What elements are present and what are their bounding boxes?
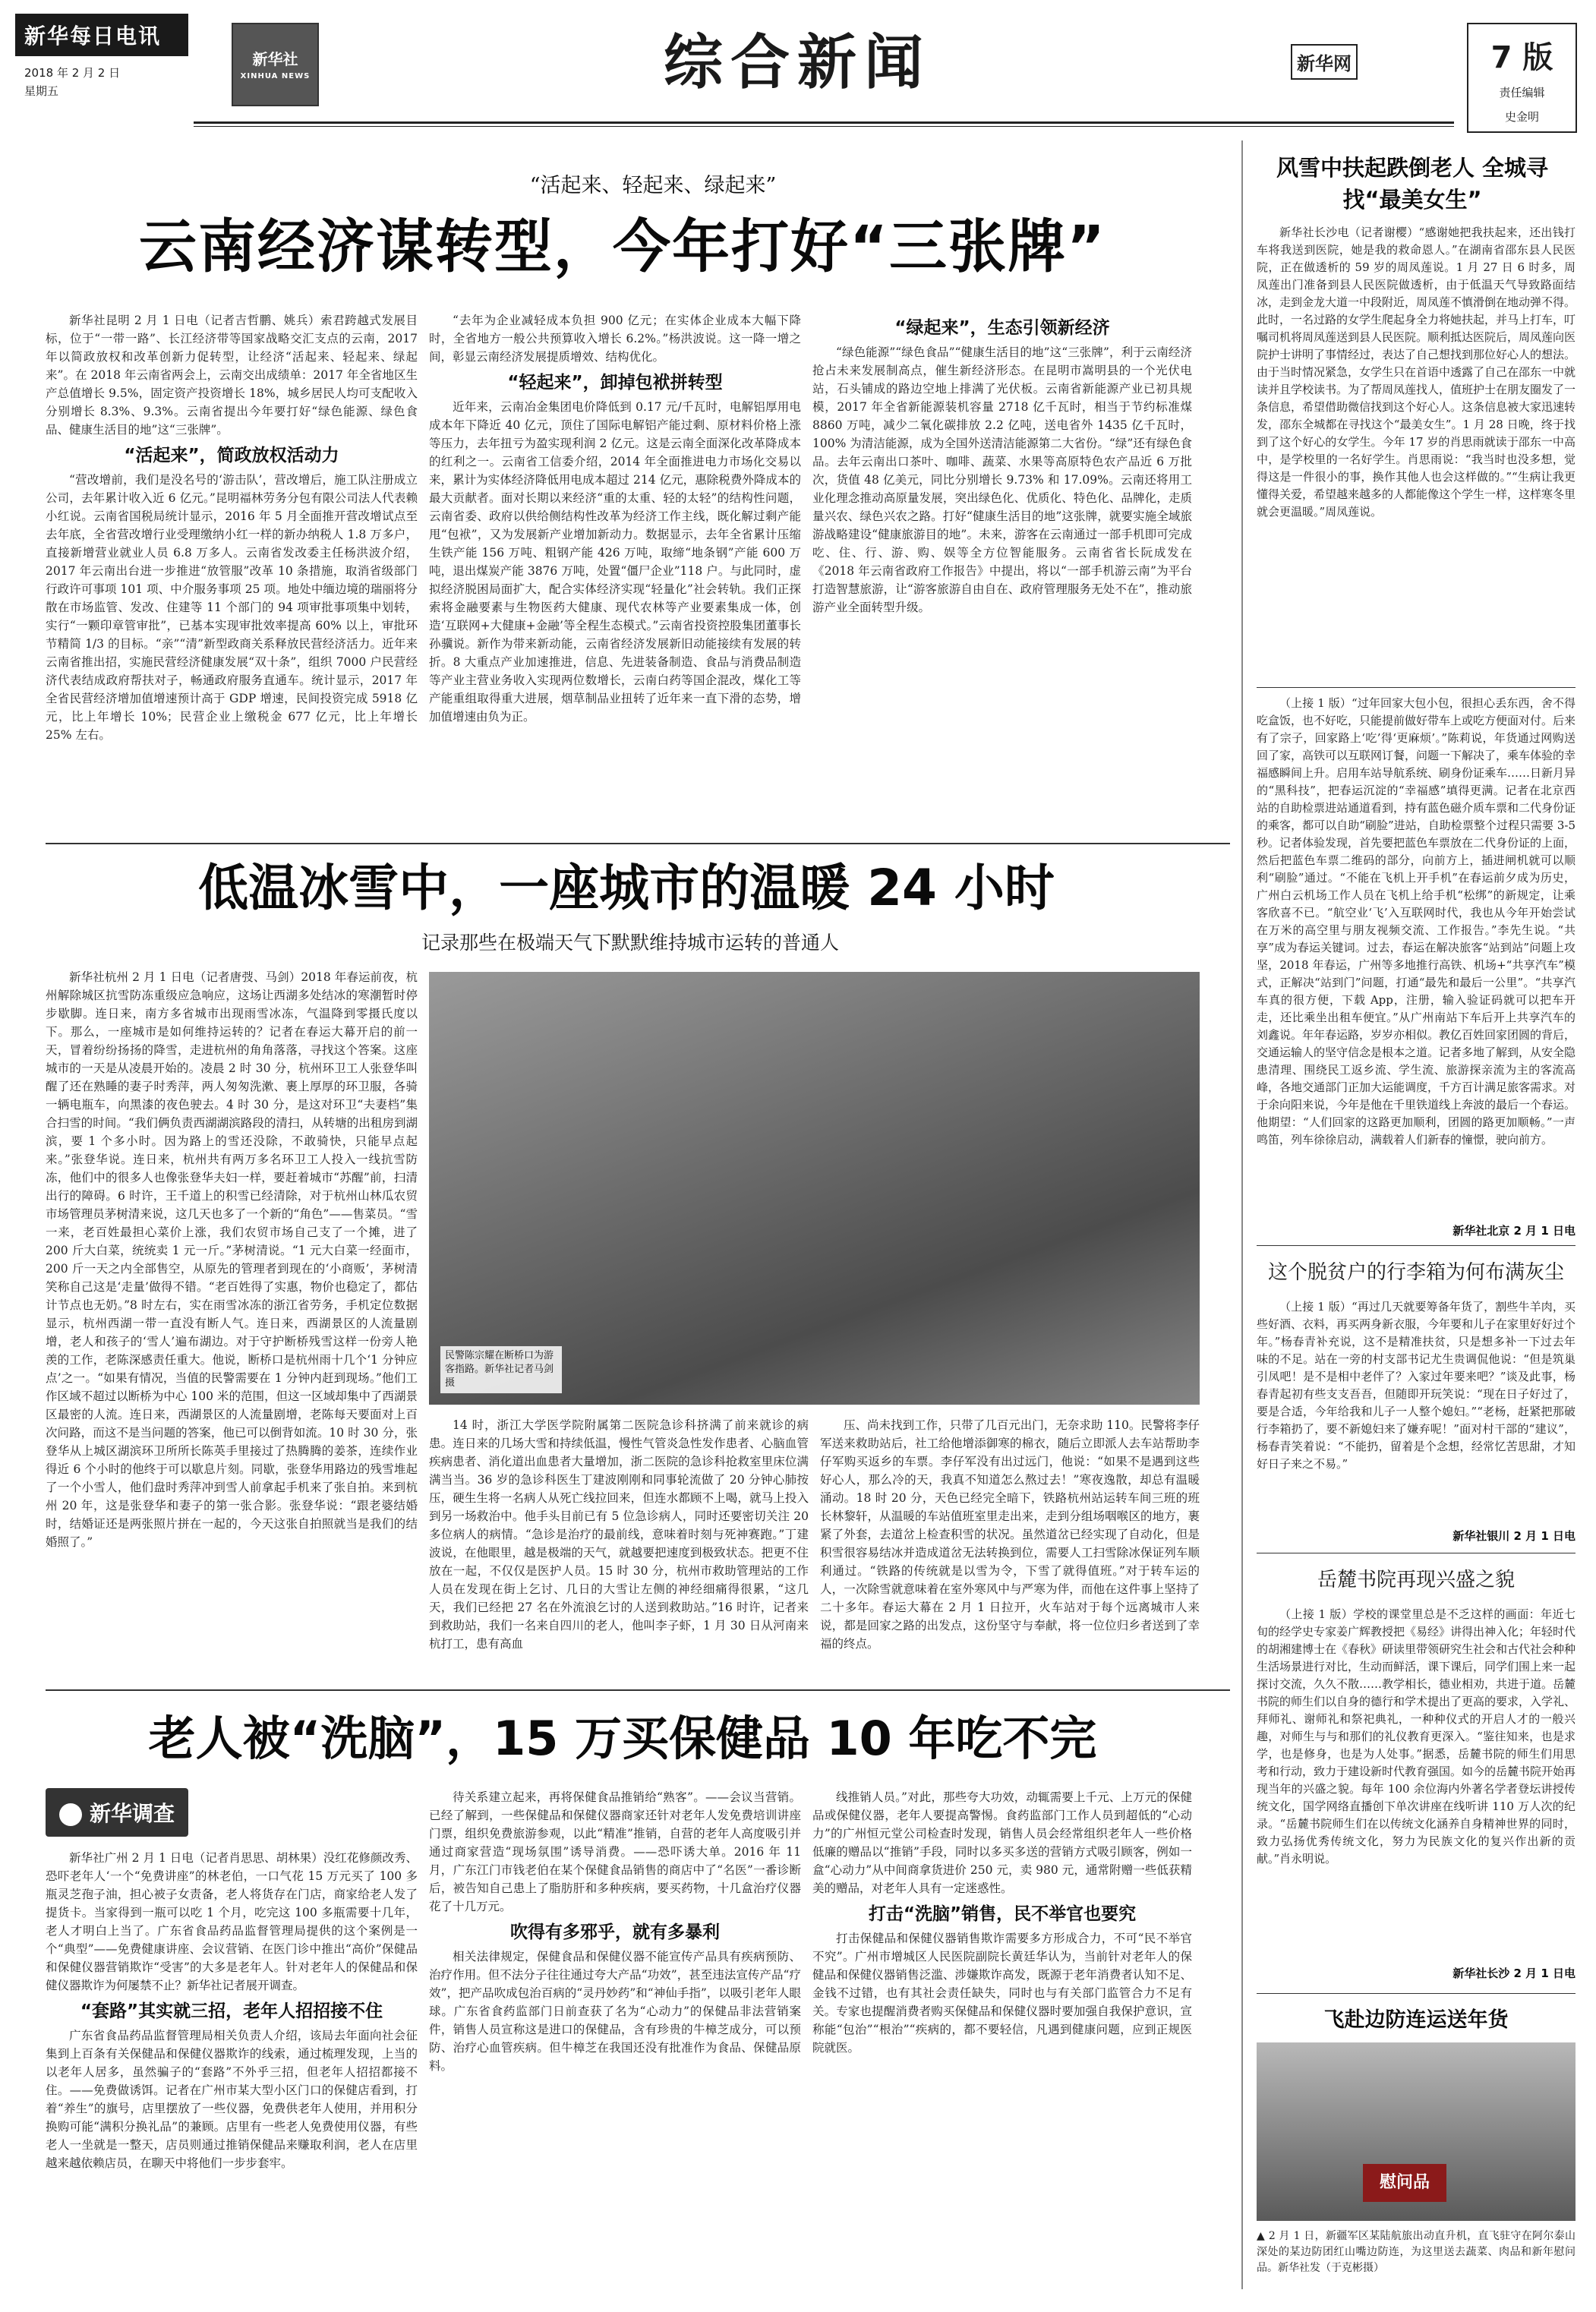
xinhua-logo-icon — [232, 23, 319, 106]
xinhua-badge-icon — [59, 1803, 82, 1826]
xinhua-survey-label: 新华调查 — [90, 1801, 175, 1826]
issue-date-text: 2018 年 2 月 2 日 — [24, 66, 121, 80]
hangzhou-col-3 — [820, 1416, 1200, 1682]
helicopter-photo — [1257, 2042, 1575, 2221]
right-a2-text: （上接 1 版）“过年回家大包小包，很担心丢东西，舍不得吃盒饭，也不好吃，只能提前做好带车上或吃方便面对付。后来有了宗子，回家路上‘吃’得‘更麻烦’。”陈莉说，年货通过网购送回了家，高铁可以互联网订餐，问题一下解决了，乘车体验的幸福感瞬间上升。启用车站导航系统、刷身份证乘车……日新月异的“黑科技”，把春运沉淀的“幸福感”填得更满。记者在北京西站的自助检票进站通道看到，持有蓝色磁介质车票和二代身份证的乘客，都可以自助“刷脸”进站，自助检票整个过程只需要 3-5 秒。记者体验发现，首先要把蓝色车票放在二代身份证的上面，然后把蓝色车票二维码的部分，向前方上，插进闸机就可以顺利“刷脸”通过。“不能在飞机上开手机”在春运前夕成为历史，广州白云机场工作人员在飞机上给手机“松绑”的新规定，让乘客欣喜不已。“航空业‘飞’入互联网时代，我也从今年开始尝试在万米的高空里与朋友视频交流、工作报告。”李先生说。“共享”成为春运关键词。过去，春运在解决旅客“站到站”问题上攻坚，2018 年春运，广州等多地推行高铁、机场+“共享汽车”模式，正解决“站到门”问题，打通“最先和最后一公里”。“共享汽车真的很方便，下载 App，注册，输入验证码就可以把车开走，还比乘坐出租车便宜。”从广州南站下车后开上共享汽车的刘鑫说。年年春运路，岁岁亦相似。教亿百姓回家团圆的背后，交通运输人的坚守信念是根本之道。记者多地了解到，从安全隐患清理、围绕民工返乡流、学生流、旅游探亲流为主的客流高峰，各地交通部门正加大运能调度，千方百计满足旅客需求。对于余向阳来说，今年是他在千里铁道线上奔波的最后一个春运。他期望：“人们回家的这路更加顺利，团圆的路更加顺畅。”一声鸣笛，列车徐徐启动，满载着人们新春的憧憬，驶向前方。 — [1257, 696, 1575, 1147]
masthead-left — [15, 14, 188, 128]
hangzhou-col-2-body: 14 时，浙江大学医学院附属第二医院急诊科挤满了前来就诊的病患。连日来的几场大雪和持续低温，慢性气管炎急性发作患者、心脑血管疾病患者、消化道出血患者大量增加，浙二医院的急诊科抢救室里床位满满当当。36 岁的急诊科医生丁建波刚刚和同事轮流做了 20 分钟心肺按压，硬生生将一名病人从死亡线拉回来，但连水都顾不上喝，就马上投入到另一场救治中。他手头目前已有 5 位急诊病人，同时还要密切关注 20 多位病人的病情。“急诊是治疗的最前线，意味着时刻与死神赛跑。”丁建波说，在他眼里，越是极端的天气，就越要把速度到极致状态。把更不住放在一起，不仅仅是医护人员。15 时 30 分，杭州市救助管理站的工作人员在发现在街上乞讨、几日的大雪让左侧的神经细痛得很累，“这几天，我们已经把 27 名在外流浪乞讨的人送到救助站。”16 时许，记者来到救助站，我们一名来自四川的老人，他叫李子虾，1 月 30 日从河南来杭打工，患有高血 — [429, 1418, 809, 1651]
right-column-border — [1241, 140, 1243, 2289]
baojian-col-2-body: 相关法律规定，保健食品和保健仪器不能宣传产品具有疾病预防、治疗作用。但不法分子往往通过夸大产品“功效”，甚至违法宣传产品“疗效”，把产品吹成包治百病的“灵丹妙药”和“神仙手指”，以吸引老年人眼球。广东省食药监部门日前查获了名为“心动力”的保健品非法营销案件，销售人员宣称这是进口的保健品，含有珍贵的牛樟芝成分，可以预防、治疗心血管疾病。但牛樟芝在我国还没有批准作为食品、保健品原料。 — [429, 1950, 801, 2073]
right-a3-body — [1257, 1298, 1575, 1526]
xinhuanet-logo-text: 新华网 — [1291, 44, 1358, 80]
gift-sign: 慰问品 — [1363, 2164, 1446, 2202]
section-title: 综合新闻 — [663, 28, 931, 97]
baojian-col-2 — [429, 1788, 801, 2297]
page-number: 7 版 — [1490, 40, 1553, 75]
yunnan-col-1-body: “营改增前，我们是没名号的‘游击队’，营改增后，施工队注册成立公司，去年累计收入近 6 亿元。”昆明福林劳务分包有限公司法人代表赖小红说。云南省国税局统计显示，2016 年 5 月全面推开营改增试点至去年底，全省营改增行业受理缴纳小红一样的新办纳税人 1.8 万多户，直接新增营业就业人员 6.8 万多人。云南省发改委主任杨洪波介绍，2017 年云南出台进一步推进“放管服”改革 10 条措施，取消省级部门行政许可事项 101 项、中介服务事项 25 项。地处中缅边境的瑞丽将分散在市场监管、发改、住建等 11 个部门的 94 项审批事项集中划转，实行“一颗印章管审批”，已基本实现审批效率提高 60% 以上，审批环节精简 1/3 的目标。“亲”“清”新型政商关系释放民营经济活力。近年来云南省推出招，实施民营经济健康发展“双十条”，组织 7000 户民营经济代表结成政府帮扶对子，畅通政府服务直通车。统计显示，2017 年全省民营经济增加值增速预计高于 GDP 增速，民间投资完成 5918 亿元，比上年增长 10%；民营企业上缴税金 677 亿元，比上年增长 25% 左右。 — [46, 473, 418, 742]
right-a4-headline: 岳麓书院再现兴盛之貌 — [1317, 1569, 1515, 1591]
editor-label: 责任编辑 — [1499, 86, 1545, 99]
hangzhou-deck: 记录那些在极端天气下默默维持城市运转的普通人 — [421, 932, 839, 954]
right-a1-text: 新华社长沙电（记者谢樱）“感谢她把我扶起来，还出钱打车将我送到医院，她是我的救命恩人。”在湖南省邵东县人民医院，正在做透析的 59 岁的周凤莲说。1 月 27 日 6 时多，周凤莲出门准备到县人民医院做透析，由于低温天气导致路面结冰，走到金龙大道一中段附近，周凤莲不慎滑倒在地动弹不得。此时，一名过路的女学生爬起身全力将她扶起，并马上打车，叮嘱司机将周凤莲送到县人民医院。顺利抵达医院后，周凤莲向医院护士讲明了事情经过，表达了自己想找到那位好心人的想法。由于当时情况紧急，女学生只在首语中透露了自己在邵东一中就读并且学校读书。为了帮周凤莲找人，值班护士在朋友圈发了一条信息，希望借助微信找到这个好心人。这条信息被大家迅速转发，邵东全城都在寻找这个“最美女生”。1 月 28 日晚，终于找到了这个好心的女学生。今年 17 岁的肖思雨就读于邵东一中高中，是学校里的一名好学生。肖思雨说：“我当时也没多想，觉得这是一件很小的事，换作其他人也会这样做的。”“生病让我更懂得关爱，希望越来越多的人都能像这个学生一样，这样寒冬里就会更温暖。”周凤莲说。 — [1257, 226, 1575, 519]
baojian-col-1-body: 广东省食品药品监督管理局相关负责人介绍，该局去年面向社会征集到上百条有关保健品和保健仪器欺诈的线索，通过梳理发现，上当的以老年人居多，虽然骗子的“套路”不外乎三招，但老年人招招都接不住。——免费做诱饵。记者在广州市某大型小区门口的保健店看到，打着“养生”的旗号，店里摆放了一些仪器，免费供老年人使用，并用积分换购可能“满积分换礼品”的兼顾。店里有一些老人免费使用仪器，有些老人一坐就是一整天，店员则通过推销保健品来赚取利润，老人在店里越来越依赖店员，在聊天中将他们一步步套牢。 — [46, 2029, 418, 2170]
logo-text: 新华社 — [252, 50, 298, 68]
right-a5-caption: ▲ 2 月 1 日，新疆军区某陆航旅出动直升机，直飞驻守在阿尔泰山深处的某边防团红山嘴边防连，为这里送去蔬菜、肉品和新年慰问品。新华社发（于克彬摄） — [1257, 2230, 1575, 2274]
baojian-subhead-1: “套路”其实就三招，老年人招招接不住 — [80, 2001, 383, 2021]
hangzhou-col-1-body: 新华社杭州 2 月 1 日电（记者唐弢、马剑）2018 年春运前夜，杭州解除城区抗雪防冻重级应急响应，这场让西湖多处结冰的寒潮暂时停步歇脚。连日来，南方多省城市出现雨雪冰冻，气温降到零摄氏度以下。那么，一座城市是如何维持运转的？记者在春运大幕开启的前一天，冒着纷纷扬扬的降雪，走进杭州的角角落落，寻找这个答案。这座城市的一天是从凌晨开始的。凌晨 2 时 30 分，杭州环卫工人张登华叫醒了还在熟睡的妻子时秀萍，两人匆匆洗漱、裹上厚厚的环卫服，各骑一辆电瓶车，向黑漆的夜色驶去。4 时 30 分，是这对环卫“夫妻档”集合扫雪的时间。“我们俩负责西湖湖滨路段的清扫，从转塘的出租房到湖滨，要 1 个多小时。因为路上的雪还没除，不敢骑快，只能早点起来。”张登华说。连日来，杭州共有两万多名环卫工人投入一线抗雪防冻，他们中的很多人也像张登华夫妇一样，要赶着城市“苏醒”前，扫清出行的障碍。6 时许，王千道上的积雪已经清除，对于杭州山林瓜农贸市场管理员茅树清来说，这几天也多了一个新的“角色”——售菜员。“雪一来，老百姓最担心菜价上涨，我们农贸市场自己支了一个摊，进了 200 斤大白菜，统统卖 1 元一斤。”茅树清说。“1 元大白菜一经面市，200 斤一天之内全部售空，从原先的管理者到现在的‘小商贩’，茅树清笑称自己这是‘走量’做得不错。“老百姓得了实惠，物价也稳定了，都估计节点也无奶。”8 时左右，实在雨雪冰冻的浙江省劳务，手机定位数据显示，杭州西湖一带一直没有断人气。连日来，西湖景区的人流量剧增，老人和孩子的‘雪人’遍布湖边。对于守护断桥残雪这样一份旁人艳羡的工作，老陈深感责任重大。他说，断桥口是杭州雨十几个‘1 分钟应点’之一。“如果有情况，当值的民警需要在 1 分钟内赶到现场。”他们工作区域不超过以断桥为中心 100 米的范围，但这一区域却集中了西湖景区最密的人流。连日来，西湖景区的人流量剧增，老陈每天要面对上百次问路，而这不是当问题的答案，他已可以倒背如流。10 时 30 分，张登华从上城区湖滨环卫所所长陈英手里接过了热腾腾的姜茶，连续作业得近 6 个小时的他终于可以歇息片刻。同歇，张登华用路边的残雪堆起了一个小雪人，他们盘时秀萍冲到雪人前拿起手机来了张自拍。来到杭州 20 年，这是张登华和妻子的第一张合影。张登华说：“跟老婆结婚时，结婚证还是两张照片拼在一起的，今天这张自拍照就当是我们的结婚照了。” — [46, 970, 418, 1549]
yunnan-col-1-lead: 新华社昆明 2 月 1 日电（记者吉哲鹏、姚兵）索君跨越式发展目标，位于“一带一路”、长江经济带等国家战略交汇支点的云南，2017 年以简政放权和改革创新力促转型，让经济“活起来、轻起来、绿起来”。在 2018 年云南省两会上，云南交出成绩单：2017 年全省地区生产总值增长 9.5%，固定资产投资增长 18%，城乡居民人均可支配收入分别增长 8.3%、9.3%。云南省提出今年要打好“绿色能源、绿色食品、健康生活目的地”这“三张牌”。 — [46, 314, 418, 437]
baojian-subhead-2: 吹得有多邪乎，就有多暴利 — [510, 1922, 720, 1942]
editor-name: 史金明 — [1504, 110, 1539, 124]
divider-2 — [46, 1689, 1230, 1691]
divider-1 — [46, 843, 1230, 844]
right-a4-text: （上接 1 版）学校的课堂里总是不乏这样的画面：年近七旬的经学史专家姜广辉教授把《易经》讲得出神入化；年轻时代的胡湘建博士在《春秋》研读里带领研究生社会和古代社会种种生活场景进行对比，生动而鲜活，课下课后，同学们围上来一起探讨交流，久久不散……教学相长，德业相劝，共进于道。岳麓书院的师生们以自身的德行和学术提出了更高的要求，入学礼、拜师礼、谢师礼和祭祀典礼，一种种仪式的开启人才的一般兴趣，对师生与与和那们的礼仪教育更深入。“鉴往知来，也是求学，也是修身，也是为人处事。”据悉，岳麓书院的师生们用思考和行动，致力于建设新时代教育强国。如今的岳麓书院开始再现当年的兴盛之貌。每年 100 余位海内外著名学者登坛讲授传统文化，国学网络直播创下单次讲座在线听讲 110 万人次的纪录。“岳麓书院师生们在以传统文化涵养自身精神世界的同时，致力弘扬优秀传统文化，努力为民族文化的复兴作出新的贡献。”肖永明说。 — [1257, 1607, 1575, 1866]
baojian-col-1 — [46, 1849, 418, 2297]
yunnan-col-2-body: 近年来，云南冶金集团电价降低到 0.17 元/千瓦时，电解铝厚用电成本年下降近 40 亿元，顶住了国际电解铝产能过剩、原材料价格上涨等压力，去年扭亏为盈实现利润 2 亿元。这是云南全面深化改革降成本的红利之一。云南省工信委介绍，2014 年全面推进电力市场化交易以来，累计为实体经济降低用电成本超过 214 亿元，惠除税费外降成本的最大贡献者。面对长期以来经济“重的太重、轻的太轻”的结构性问题，云南省委、政府以供给侧结构性改革为经济工作主线，既化解过剩产能甩“包袱”，又为发展新产业增加新动力。数据显示，去年全省累计压缩生铁产能 156 万吨、粗钢产能 426 万吨，取缔“地条钢”产能 600 万吨，退出煤炭产能 3876 万吨，处置“僵尸企业”118 户。与此同时，虚拟经济脱困局面扩大，配合实体经济实现“轻量化”社会转轨。我们正探索将金融要素与生物医药大健康、现代农林等产业要素集成一体，创造‘互联网+大健康+金融’等全程生态模式。”云南省投资控股集团董事长孙骥说。新作为带来新动能，云南省经济发展新旧动能接续有发展的转折。8 大重点产业加速推进，信息、先进装备制造、食品与消费品制造等产业主营业务收入实现两位数增长，云南白药等国企混改，煤化工等产能重组取得重大进展，烟草制品业扭转了近年来一直下滑的态势，增加值增速由负为正。 — [429, 400, 801, 724]
right-divider-1 — [1257, 687, 1575, 688]
hangzhou-headline: 低温冰雪中，一座城市的温暖 24 小时 — [198, 859, 1055, 917]
masthead-rule — [194, 121, 1454, 124]
right-a1-body — [1257, 224, 1575, 680]
right-a2-dateline: 新华社北京 2 月 1 日电 — [1452, 1224, 1575, 1238]
baojian-col-2-lead: 待关系建立起来，再将保健食品推销给“熟客”。——会议当营销。已经了解到，一些保健品和保健仪器商家还针对老年人发免费培训讲座门票，组织免费旅游参观，以此“精准”推销，自营的老年人高度吸引并通过商家营造“现场氛围”诱导消费。——恐吓诱大单。2016 年 11 月，广东江门市钱老伯在某个保健食品销售的商店中了“名医”一番诊断后，被告知自己患上了脂肪肝和多种疾病，要买药物，十几盒治疗仪器花了十几万元。 — [429, 1790, 801, 1913]
hangzhou-col-2 — [429, 1416, 809, 1682]
baojian-col-3 — [812, 1788, 1192, 2297]
yunnan-subhead-2: “轻起来”，卸掉包袱拼转型 — [507, 373, 723, 393]
right-a3-dateline: 新华社银川 2 月 1 日电 — [1452, 1529, 1575, 1543]
issue-date — [24, 64, 188, 100]
issue-weekday: 星期五 — [24, 84, 59, 98]
xinhua-survey-badge — [46, 1788, 188, 1837]
hangzhou-col-1 — [46, 968, 418, 1682]
yunnan-headline: 云南经济谋转型，今年打好“三张牌” — [139, 213, 1106, 280]
yunnan-subhead-3: “绿起来”，生态引领新经济 — [894, 318, 1110, 338]
right-a4-body — [1257, 1606, 1575, 1963]
yunnan-col-3 — [812, 311, 1192, 835]
yunnan-kicker: “活起来、轻起来、绿起来” — [529, 174, 777, 197]
paper-brand: 新华每日电讯 — [15, 14, 188, 56]
page-number-box — [1467, 23, 1577, 133]
baojian-subhead-3: 打击“洗脑”销售，民不举官也要究 — [868, 1904, 1137, 1924]
baojian-col-1-lead: 新华社广州 2 月 1 日电（记者肖思思、胡林果）没红花修颜改秀、恐吓老年人‘一个“免费讲座”的林老伯，一口气花 15 万元买了 100 多瓶灵芝孢子油，担心被子女责备，老人将货存在门店，商家给老人发了提货卡。当家得到一瓶可以吃 1 个月，吃完这 100 多瓶需要十几年，老人才明白上当了。广东省食品药品监督管理局提供的这个案例是一个“典型”——免费健康讲座、会议营销、在医门诊中推出“高价”保健品和保健仪器营销欺诈“受害”的大多是老年人。针对老年人的保健品和保健仪器欺诈为何屡禁不止？新华社记者展开调查。 — [46, 1851, 418, 1992]
right-a3-text: （上接 1 版）“再过几天就要筹备年货了，割些牛羊肉，买些好酒、衣料，再买两身新衣服，今年要和儿子在家里好好过个年。”杨春青补充说，这不是精准扶贫，只是想多补一下过去年味的不足。站在一旁的村支部书记尤生贵调侃他说：“但是筑巢引凤吧！是不是相中老伴了？入家过年要来吧？”谈及此事，杨春青起初有些支支吾吾，但随即开玩笑说：“现在日子好过了，要是合适，今年给我和儿子一人整个媳妇。”“老杨，赶紧把那破行李箱扔了，要不新媳妇来了嫌弃呢！”面对村干部的“建议”，杨春青笑着说：“不能扔，留着是个念想，经常忆苦思甜，才知好日子来之不易。” — [1257, 1300, 1575, 1471]
masthead-rule-thin — [194, 126, 1454, 127]
yunnan-col-3-body: “绿色能源”“绿色食品”“健康生活目的地”这“三张牌”，利于云南经济抢占未来发展制高点，催生新经济形态。在昆明市嵩明县的一个光伏电站，石头铺成的路边空地上排满了光伏板。云南省新能源产业已初具规模，2017 年全省新能源装机容量 2718 亿千瓦时，相当于节约标准煤 8860 万吨，减少二氧化碳排放 2.2 亿吨，送电省外 1435 亿千瓦时，100% 为清洁能源，成为全国外送清洁能源第二大省份。“绿”还有绿色食品。去年云南出口茶叶、咖啡、蔬菜、水果等高原特色农产品近 6 万批次，货值 48 亿美元，同比分别增长 9.73% 和 17.09%。云南还将用工业化理念推动高原量发展，突出绿色化、优质化、特色化、品牌化，走质量兴农、绿色兴农之路。打好“健康生活目的地”这张牌，就要实施全域旅游战略建设“健康旅游目的地”。未来，游客在云南通过一部手机即可完成吃、住、行、游、购、娱等全方位智能服务。云南省省长阮成发在《2018 年云南省政府工作报告》中提出，将以“一部手机游云南”为平台打造智慧旅游，让“游客旅游自由自在、政府管理服务无处不在”，推动旅游产业全面转型升级。 — [812, 345, 1192, 614]
hangzhou-photo — [429, 972, 1200, 1405]
yunnan-subhead-1: “活起来”，简政放权活动力 — [124, 446, 339, 465]
logo-sub: XINHUA NEWS — [240, 72, 311, 80]
baojian-headline: 老人被“洗脑”，15 万买保健品 10 年吃不完 — [148, 1711, 1097, 1766]
hangzhou-col-3-body: 压、尚未找到工作，只带了几百元出门，无奈求助 110。民警将李仔军送来救助站后，社工给他增添御寒的棉衣，随后立即派人去车站帮助李仔军购买返乡的车票。李仔军没有出过远门，他说：“如果不是遇到这些好心人，那么冷的天，我真不知道怎么熬过去！”寒夜逸散，却总有温暖涌动。18 时 20 分，天色已经完全暗下，铁路杭州站运转车间三班的班长林黎轩，从温暖的车站值班室里走出来，走到分组场咽喉区的地方，裹紧了外套，去道岔上检查积雪的状况。虽然道岔已经实现了自动化，但是积雪很容易结冰并造成道岔无法转换到位，需要人工扫雪除冰保证列车顺利通过。“铁路的传统就是以雪为令，下雪了就得值班。”对于转车运的人，一次除雪就意味着在室外寒风中与严寒为伴，而他在这件事上坚持了二十多年。春运大幕在 2 月 1 日拉开，火车站对于每个远离城市人来说，都是回家之路的出发点，这份坚守与奉献，将一位位归乡者送到了幸福的终点。 — [820, 1418, 1200, 1651]
right-a4-dateline: 新华社长沙 2 月 1 日电 — [1452, 1967, 1575, 1980]
yunnan-col-2-lead: “去年为企业减轻成本负担 900 亿元；在实体企业成本大幅下降时，全省地方一般公共预算收入增长 6.2%。”杨洪波说。这一降一增之间，彰显云南经济发展提质增效、结构优化。 — [429, 314, 801, 364]
right-a3-headline: 这个脱贫户的行李箱为何布满灰尘 — [1267, 1261, 1564, 1284]
right-a5-headline: 飞赴边防连运送年货 — [1323, 2008, 1509, 2032]
baojian-col-3-body: 打击保健品和保健仪器销售欺诈需要多方形成合力，不可“民不举官不究”。广州市增城区人民医院副院长黄廷华认为，当前针对老年人的保健品和保健仪器销售泛滥、涉嫌欺诈高发，既源于老年消费者认知不足、金钱不过错，也有其社会责任缺失，同时也与有关部门监管合力不足有关。专家也提醒消费者购买保健品和保健仪器时要加强自我保护意识，宣称能“包治”“根治”“疾病的，都不要轻信，凡遇到健康问题，应到正规医院就医。 — [812, 1932, 1192, 2055]
yunnan-col-2 — [429, 311, 801, 835]
right-a1-headline: 风雪中扶起跌倒老人 全城寻找“最美女生” — [1276, 155, 1549, 213]
yunnan-col-1 — [46, 311, 418, 835]
baojian-col-3-lead: 线推销人员。”对此，那些夸大功效，动辄需要上千元、上万元的保健品或保健仪器，老年人要提高警惕。食药监部门工作人员到超低的“心动力”的广州恒元堂公司检查时发现，销售人员会经常组织老年人一些价格低廉的赠品以“推销”手段，同时以多买多送的营销方式吸引顾客，例如一盒“心动力”从中间商拿货进价 250 元，卖 980 元，通常附赠一些低获精美的赠品，对老年人具有一定迷惑性。 — [812, 1790, 1192, 1895]
hangzhou-photo-caption: 民警陈宗耀在断桥口为游客指路。新华社记者马剑摄 — [440, 1346, 562, 1393]
right-divider-2 — [1257, 1245, 1575, 1246]
right-divider-4 — [1257, 1993, 1575, 1994]
xinhuanet-logo-icon — [1291, 44, 1389, 90]
right-a2-body — [1257, 695, 1575, 1241]
